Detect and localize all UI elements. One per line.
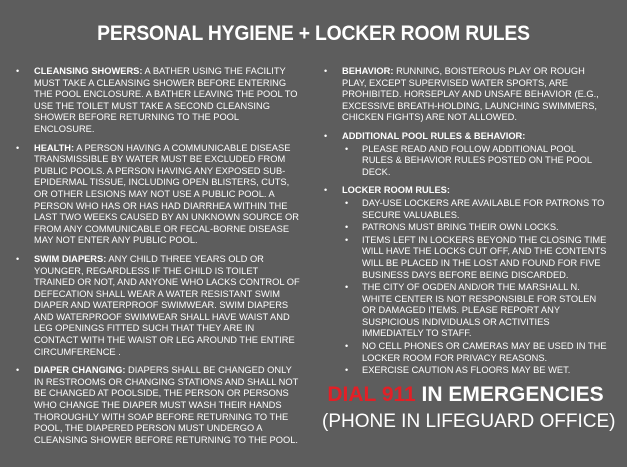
list-item-text: PATRONS MUST BRING THEIR OWN LOCKS. (362, 222, 559, 233)
bullet-icon: • (16, 142, 20, 153)
bullet-icon: • (324, 130, 328, 141)
list-item (342, 282, 609, 340)
sub-list (342, 144, 609, 179)
list-item (342, 222, 609, 234)
list-item (342, 365, 609, 377)
section-text: A PERSON HAVING A COMMUNICABLE DISEASE TRANSMISSIBLE BY WATER MUST BE EXCLUDED FROM PUBLIC POOLS. A PERSON HAVING ANY EXPOSED SUB-EPIDERMAL TISSUE, INCLUDING OPEN BLISTERS, CUTS, OR OTHER LESIONS MAY NOT USE A PUBLIC POOL. A PERSON WHO HAS OR HAS HAD DIARRHEA WITHIN THE LAST TWO WEEKS CAUSED BY AN UNKNOWN SOURCE OR FROM ANY COMMUNICABLE OR FECAL-BORNE DISEASE MAY NOT ENTER ANY PUBLIC POOL. (34, 142, 300, 246)
phone-location: (PHONE IN LIFEGUARD OFFICE) (322, 411, 616, 432)
section-label: CLEANSING SHOWERS: (34, 66, 143, 76)
bullet-icon: • (16, 66, 20, 76)
bullet-icon: • (324, 185, 328, 196)
section-label: DIAPER CHANGING: (34, 365, 126, 376)
bullet-icon: • (345, 197, 349, 208)
list-item-text: THE CITY OF OGDEN AND/OR THE MARSHALL N. WHITE CENTER IS NOT RESPONSIBLE FOR STOLEN OR DAMAGED ITEMS. PLEASE REPORT ANY SUSPICIOUS INDIVIDUALS OR ACTIVITIES IMMEDIATELY TO STAFF. (362, 282, 597, 339)
list-item-text: NO CELL PHONES OR CAMERAS MAY BE USED IN THE LOCKER ROOM FOR PRIVACY REASONS. (362, 341, 607, 363)
list-item (342, 198, 609, 221)
list-item-text: DAY-USE LOCKERS ARE AVAILABLE FOR PATRONS TO SECURE VALUABLES. (362, 197, 605, 220)
section-label: LOCKER ROOM RULES: (342, 185, 450, 196)
emergency-number: DIAL 911 (327, 383, 416, 406)
emergency-text: IN EMERGENCIES (415, 383, 604, 406)
bullet-icon: • (324, 66, 328, 76)
section-behavior (322, 66, 609, 124)
section-text: DIAPERS SHALL BE CHANGED ONLY IN RESTROOMS OR CHANGING STATIONS AND SHALL NOT BE CHANGED AT POOLSIDE, THE PERSON OR PERSONS WHO CHANGE THE DIAPER MUST WASH THEIR HANDS THOROUGHLY WITH SOAP BEFORE RETURNING TO THE POOL, THE DIAPERED PERSON MUST UNDERGO A CLEANSING SHOWER BEFORE RETURNING TO THE POOL. (34, 365, 299, 445)
section-label: BEHAVIOR: (342, 66, 394, 76)
list-item (342, 235, 609, 281)
list-item-text: EXERCISE CAUTION AS FLOORS MAY BE WET. (362, 365, 571, 376)
bullet-icon: • (345, 234, 349, 245)
section-health (14, 143, 300, 247)
section-label: HEALTH: (34, 142, 75, 153)
list-item (342, 341, 609, 364)
section-cleansing-showers (14, 66, 300, 136)
section-additional-rules (322, 131, 609, 178)
bullet-icon: • (345, 222, 349, 233)
bullet-icon: • (345, 341, 349, 352)
section-text: RUNNING, BOISTEROUS PLAY OR ROUGH PLAY, EXCEPT SUPERVISED WATER SPORTS, ARE PROHIBITED. HORSEPLAY AND UNSAFE BEHAVIOR (E.G., EXCESSIVE BREATH-HOLDING, LAUNCHING SWIMMERS, CHICKEN FIGHTS) ARE NOT ALLOWED. (342, 66, 599, 123)
list-item-text: PLEASE READ AND FOLLOW ADDITIONAL POOL RULES & BEHAVIOR RULES POSTED ON THE POOL DECK. (362, 143, 592, 177)
section-label: ADDITIONAL POOL RULES & BEHAVIOR: (342, 130, 526, 141)
section-text: ANY CHILD THREE YEARS OLD OR YOUNGER, REGARDLESS IF THE CHILD IS TOILET TRAINED OR NOT, AND ANYONE WHO LACKS CONTROL OF DEFECATION SHALL WEAR A WATER RESISTANT SWIM DIAPER AND WATERPROOF SWIMWEAR. SWIM DIAPERS AND WATERPROOF SWIMWEAR SHALL HAVE WAIST AND LEG OPENINGS FITTED SUCH THAT THEY ARE IN CONTACT WITH THE WAIST OR LEG AROUND THE ENTIRE CIRCUMFERENCE . (34, 253, 300, 357)
bullet-icon: • (345, 365, 349, 376)
sub-list (342, 198, 609, 377)
section-locker-room-rules (322, 185, 609, 377)
section-text: A BATHER USING THE FACILITY MUST TAKE A CLEANSING SHOWER BEFORE ENTERING THE POOL ENCLOSURE. A BATHER LEAVING THE POOL TO USE THE TOILET MUST TAKE A SECOND CLEANSING SHOWER BEFORE RETURNING TO THE POOL ENCLOSURE. (34, 66, 298, 134)
bullet-icon: • (345, 143, 349, 154)
emergency-heading (322, 383, 609, 407)
right-column (322, 66, 609, 384)
section-label: SWIM DIAPERS: (34, 253, 107, 264)
section-swim-diapers (14, 254, 300, 358)
section-diaper-changing (14, 365, 300, 446)
list-item-text: ITEMS LEFT IN LOCKERS BEYOND THE CLOSING TIME WILL HAVE THE LOCKS CUT OFF, AND THE CONTENTS WILL BE PLACED IN THE LOST AND FOUND FOR FIVE BUSINESS DAYS BEFORE BEING DISCARDED. (362, 234, 607, 280)
bullet-icon: • (345, 282, 349, 293)
bullet-icon: • (16, 365, 20, 376)
page-title: PERSONAL HYGIENE + LOCKER ROOM RULES (97, 22, 530, 45)
bullet-icon: • (16, 253, 20, 264)
left-column (14, 66, 300, 453)
list-item (342, 144, 609, 179)
